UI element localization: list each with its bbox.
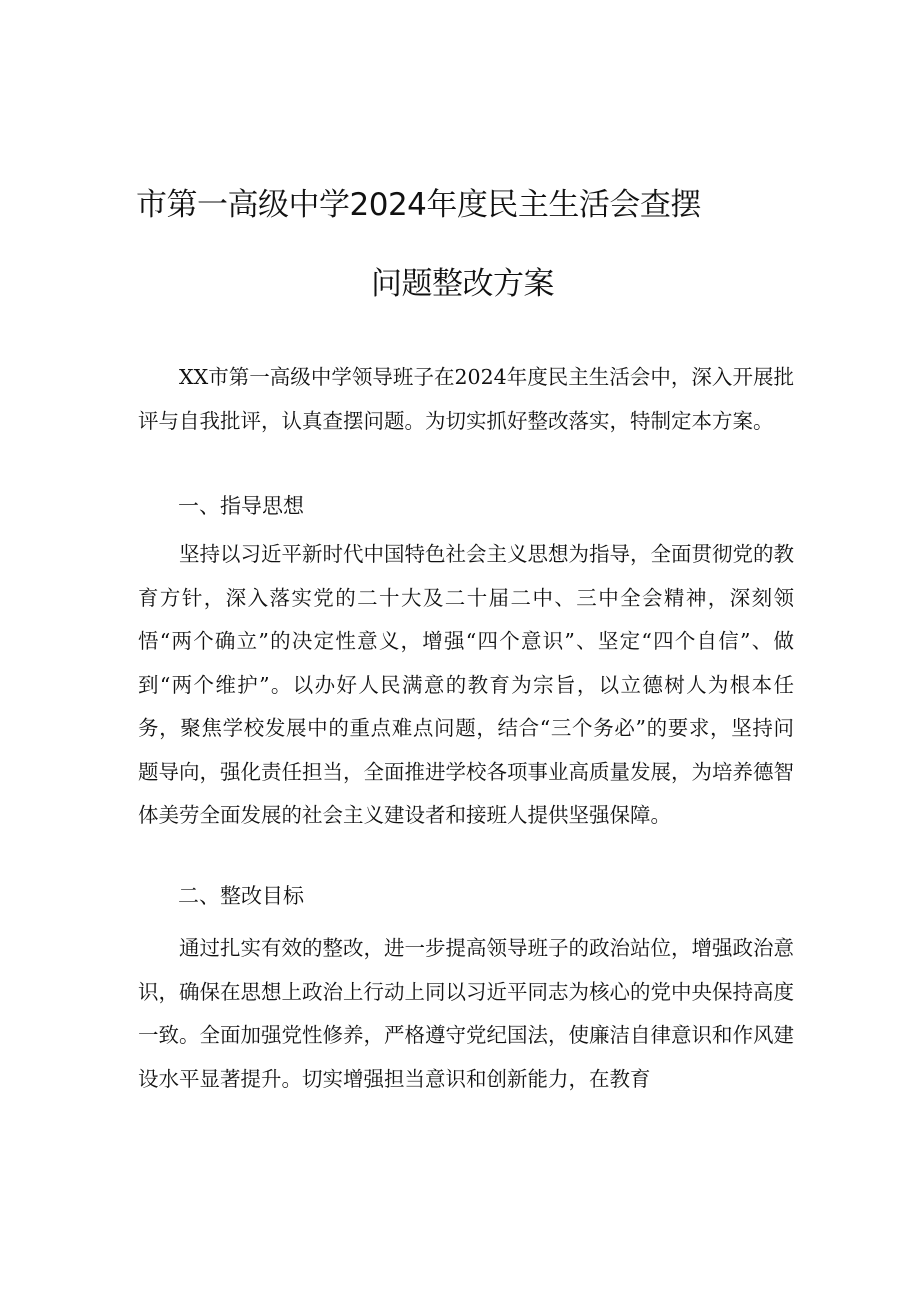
section-body-rectification-goals: 通过扎实有效的整改，进一步提高领导班子的政治站位，增强政治意识，确保在思想上政治上行动上同以习近平同志为核心的党中央保持高度一致。全面加强党性修养，严格遵守党纪国法，使廉洁自律意识和作风建设水平显著提升。切实增强担当意识和创新能力，在教育 <box>138 936 794 1091</box>
document-title-line-1: 市第一高级中学2024年度民主生活会查摆 <box>136 187 701 223</box>
section-heading-rectification-goals: 二、整改目标 <box>178 884 304 908</box>
section-heading-guiding-ideology: 一、指导思想 <box>178 494 304 518</box>
document-title-line-2: 问题整改方案 <box>371 266 554 302</box>
intro-paragraph: XX市第一高级中学领导班子在2024年度民主生活会中，深入开展批评与自我批评，认真查摆问题。为切实抓好整改落实，特制定本方案。 <box>138 365 794 433</box>
section-body-guiding-ideology: 坚持以习近平新时代中国特色社会主义思想为指导，全面贯彻党的教育方针，深入落实党的二十大及二十届二中、三中全会精神，深刻领悟“两个确立”的决定性意义，增强“四个意识”、坚定“四个自信”、做到“两个维护”。以办好人民满意的教育为宗旨，以立德树人为根本任务，聚焦学校发展中的重点难点问题，结合“三个务必”的要求，坚持问题导向，强化责任担当，全面推进学校各项事业高质量发展，为培养德智体美劳全面发展的社会主义建设者和接班人提供坚强保障。 <box>138 542 794 827</box>
